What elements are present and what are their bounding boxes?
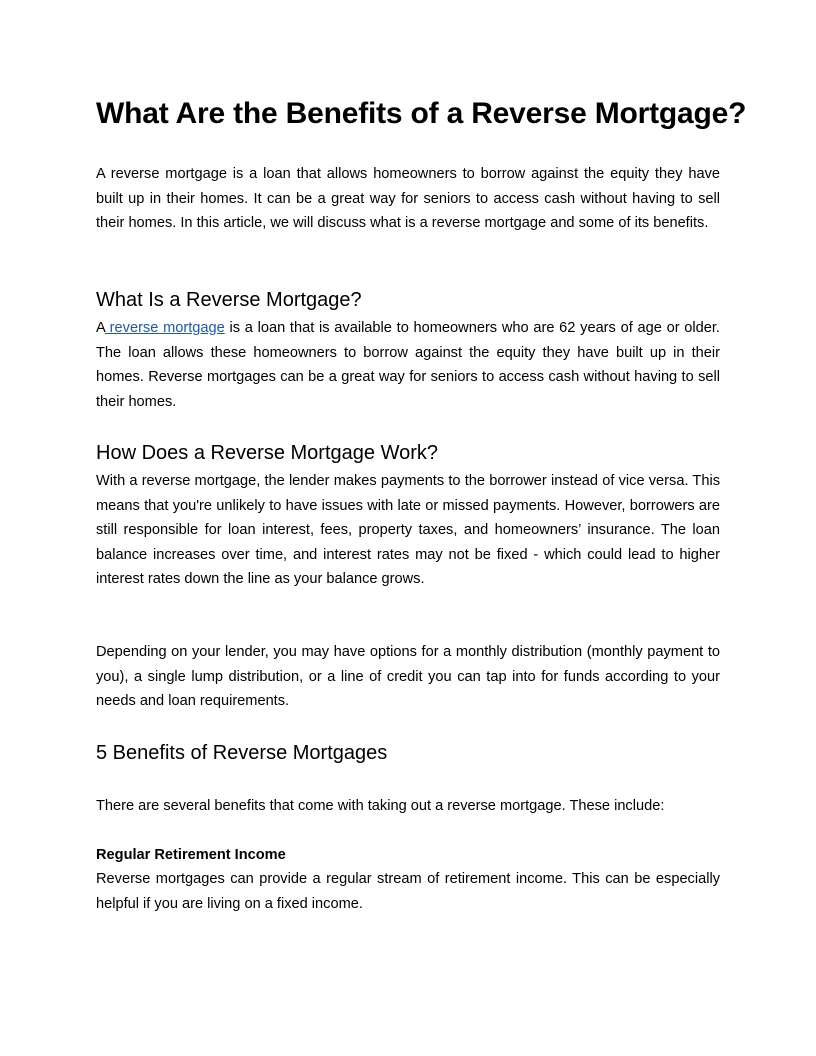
reverse-mortgage-link[interactable]: reverse mortgage bbox=[104, 320, 225, 336]
how-work-paragraph-1: With a reverse mortgage, the lender makes payments to the borrower instead of vice versa. This means that you're unlikely to have issues with late or missed payments. However, borrowers are still responsible for loan interest, fees, property taxes, and homeowners’ insurance. The loan balance increases over time, and interest rates may not be fixed - which could lead to higher interest rates down the line as your balance grows. bbox=[96, 473, 720, 588]
what-is-suffix: is a loan that is available to homeowners who are 62 years of age or older. The loan allows these homeowners to borrow against the equity they have built up in their homes. Reverse mortgages can be a great way for seniors to access cash without having to sell their homes. bbox=[96, 320, 720, 410]
intro-paragraph: A reverse mortgage is a loan that allows homeowners to borrow against the equity they have built up in their homes. It can be a great way for seniors to access cash without having to sell their homes. In this article, we will discuss what is a reverse mortgage and some of its benefits. bbox=[96, 166, 720, 232]
what-is-prefix: A bbox=[96, 320, 105, 336]
benefit-text-retirement-income: Reverse mortgages can provide a regular stream of retirement income. This can be especially helpful if you are living on a fixed income. bbox=[96, 871, 720, 912]
what-is-paragraph bbox=[96, 316, 720, 414]
benefit-title-retirement-income: Regular Retirement Income bbox=[96, 847, 286, 863]
how-work-paragraph-2: Depending on your lender, you may have options for a monthly distribution (monthly payment to you), a single lump distribution, or a line of credit you can tap into for funds according to your needs and loan requirements. bbox=[96, 644, 720, 710]
page-title: What Are the Benefits of a Reverse Mortgage? bbox=[96, 97, 747, 130]
section-heading-how-work: How Does a Reverse Mortgage Work? bbox=[96, 442, 438, 464]
benefits-intro-paragraph: There are several benefits that come with taking out a reverse mortgage. These include: bbox=[96, 798, 665, 814]
section-heading-what-is: What Is a Reverse Mortgage? bbox=[96, 289, 362, 311]
section-heading-benefits: 5 Benefits of Reverse Mortgages bbox=[96, 742, 388, 764]
